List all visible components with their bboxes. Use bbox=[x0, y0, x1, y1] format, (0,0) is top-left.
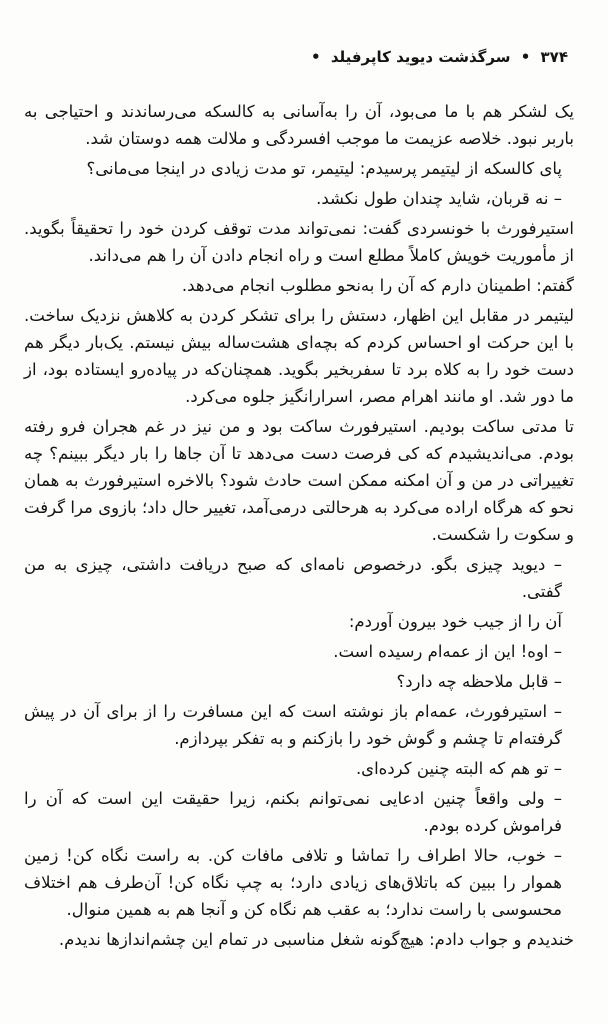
page-number: ۳۷۴ bbox=[540, 48, 568, 66]
paragraph: گفتم: اطمینان دارم که آن را به‌نحو مطلوب انجام می‌دهد. bbox=[181, 276, 574, 295]
dialogue-line: – دیوید چیزی بگو. درخصوص نامه‌ای که صبح دریافت داشتی، چیزی به من گفتی. bbox=[24, 555, 562, 601]
dialogue-line: – استیرفورث، عمه‌ام باز نوشته است که این مسافرت را از برای آن در پیش گرفته‌ام تا چشم و گوش خود را بازکنم و به تفکر بپردازم. bbox=[24, 702, 562, 748]
paragraph: پای کالسکه از لیتیمر پرسیدم: لیتیمر، تو مدت زیادی در اینجا می‌مانی؟ bbox=[86, 159, 562, 178]
dialogue-line: – قابل ملاحظه چه دارد؟ bbox=[396, 672, 562, 691]
paragraph: استیرفورث با خونسردی گفت: نمی‌تواند مدت توقف کردن خود را تحقیقاً بگوید. از مأموریت خویش کاملاً مطلع است و راه انجام دادن آن را هم می‌داند. bbox=[24, 219, 574, 265]
paragraph: تا مدتی ساکت بودیم. استیرفورث ساکت بود و من نیز در غم هجران فرو رفته بودم. می‌اندیشیدم که کی فرصت دست می‌دهد تا آن جاها را بار دیگر ببینم؟ چه تغییراتی در من و آن امکنه ممکن است حادث شود؟ بالاخره استیرفورث به همان نحو که هرگاه اراده می‌کرد به هرحالتی درمی‌آمد، تغییر حال داد؛ بازوی مرا گرفت و سکوت را شکست. bbox=[24, 417, 574, 544]
dialogue-line: – ولی واقعاً چنین ادعایی نمی‌توانم بکنم، زیرا حقیقت این است که آن را فراموش کرده بودم. bbox=[24, 789, 562, 835]
paragraph: آن را از جیب خود بیرون آوردم: bbox=[348, 612, 562, 631]
dialogue-line: – اوه! این از عمه‌ام رسیده است. bbox=[333, 642, 562, 661]
header-bullet-left: • bbox=[311, 48, 321, 66]
dialogue-line: – تو هم که البته چنین کرده‌ای. bbox=[355, 759, 562, 778]
dialogue-line: – نه قربان، شاید چندان طول نکشد. bbox=[316, 189, 562, 208]
dialogue-line: – خوب، حالا اطراف را تماشا و تلافی مافات کن. به راست نگاه کن! زمین هموار را ببین که باتلاق‌های زیادی دارد؛ به چپ نگاه کن! آن‌طرف هم اختلاف محسوسی با راست ندارد؛ به عقب هم نگاه کن و آنجا هم به همین منوال. bbox=[24, 846, 562, 919]
paragraph: یک لشکر هم با ما می‌بود، آن را به‌آسانی به کالسکه می‌رساندند و احتیاجی به باربر نبود. خلاصه عزیمت ما موجب افسردگی و ملالت همه دوستان شد. bbox=[24, 102, 574, 148]
body-text bbox=[24, 98, 574, 956]
book-title: سرگذشت دیوید کاپرفیلد bbox=[330, 48, 511, 66]
header-bullet-right: • bbox=[520, 48, 531, 66]
paragraph: لیتیمر در مقابل این اظهار، دستش را برای تشکر کردن به کلاهش نزدیک ساخت. با این حرکت او احساس کردم که بچه‌ای هشت‌ساله بیش نیستم. یک‌بار دیگر هم دست خود را به کلاه برد تا سفربخیر بگوید. همچنان‌که در پیاده‌رو ایستاده بود، از ما دور شد. او مانند اهرام مصر، اسرارانگیز جلوه می‌کرد. bbox=[24, 306, 574, 406]
running-header bbox=[306, 48, 568, 66]
paragraph: خندیدم و جواب دادم: هیچ‌گونه شغل مناسبی در تمام این چشم‌اندازها ندیدم. bbox=[58, 930, 574, 949]
